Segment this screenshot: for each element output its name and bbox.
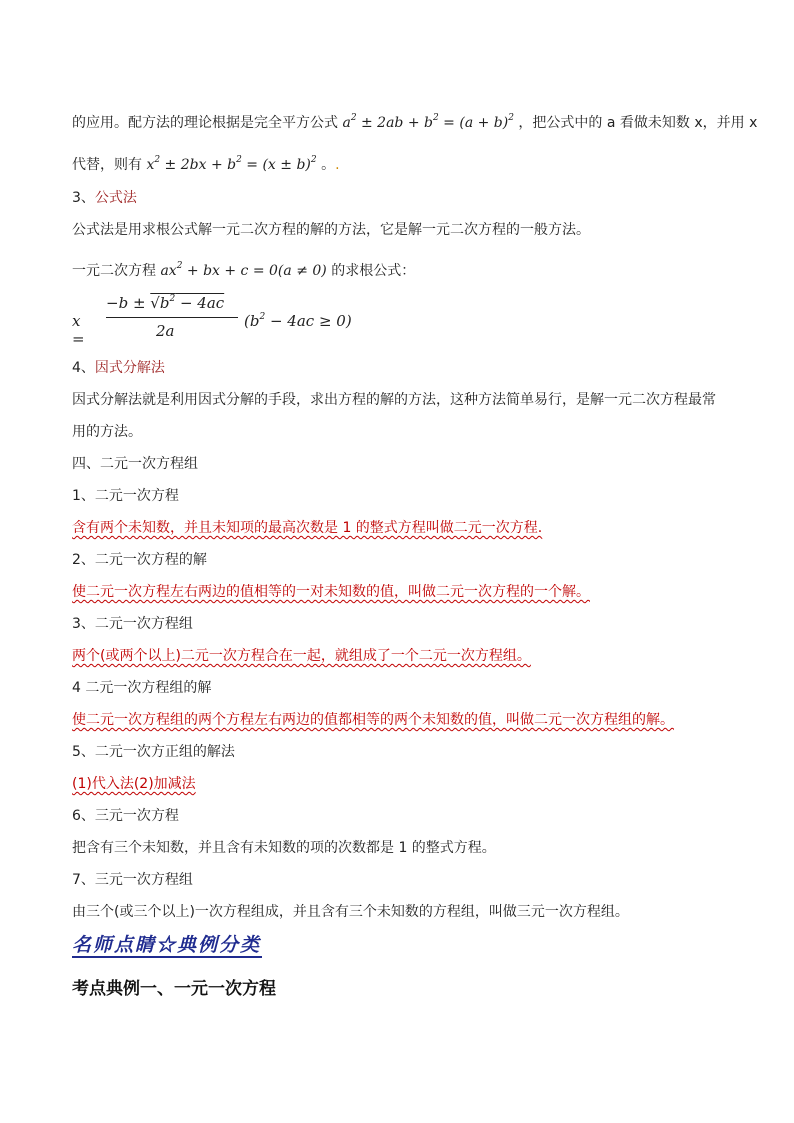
paragraph-factorization-1: 因式分解法就是利用因式分解的手段，求出方程的解的方法，这种方法简单易行，是解一元二次方程最常 [72, 392, 716, 408]
subheading-7: 7、三元一次方程组 [72, 872, 193, 888]
substitution-formula: $x^2 \pm 2bx + b^2 = (x \pm b)^2$ [146, 155, 317, 173]
subheading-3: 3、二元一次方程组 [72, 616, 193, 632]
subheading-2: 2、二元一次方程的解 [72, 552, 207, 568]
subheading-5: 5、二元一次方正组的解法 [72, 744, 235, 760]
subheading-4: 4 二元一次方程组的解 [72, 680, 212, 696]
definition-6: 把含有三个未知数，并且含有未知数的项的次数都是 1 的整式方程。 [72, 840, 496, 856]
definition-2: 使二元一次方程左右两边的值相等的一对未知数的值，叫做二元一次方程的一个解。 [72, 584, 590, 600]
paragraph-factorization-2: 用的方法。 [72, 424, 142, 440]
subheading-formula-method: 3、公式法 [72, 190, 137, 206]
definition-5: (1)代入法(2)加减法 [72, 776, 196, 792]
paragraph-formula-method: 公式法是用求根公式解一元二次方程的解的方法，它是解一元二次方程的一般方法。 [72, 222, 590, 238]
paragraph-line-2: 代替，则有 $x^2 \pm 2bx + b^2 = (x \pm b)^2$ 。. [72, 155, 340, 173]
fraction-bar [106, 317, 238, 318]
subheading-1: 1、二元一次方程 [72, 488, 179, 504]
banner-title: 名师点睛☆典例分类 [72, 934, 262, 956]
paragraph-root-formula-intro: 一元二次方程 $ax^2$ + bx + c = 0(a ≠ 0) 的求根公式： [72, 261, 416, 279]
definition-1: 含有两个未知数，并且未知项的最高次数是 1 的整式方程叫做二元一次方程. [72, 520, 543, 536]
subheading-6: 6、三元一次方程 [72, 808, 179, 824]
document-page: 的应用。配方法的理论根据是完全平方公式 $a^2 \pm 2ab + b^2 = (a + b)^2$ ，把公式中的 a 看做未知数 x，并用 x 代替，则有 $x^2 \pm 2bx + b^2 = (x \pm b)^2$ 。. 3、公式法 公式法是用求根公式解一元二次方程的解的方法，它是解一元二次方程的一般方法。 一元二次方程 $ax^2$ + bx + c = 0(a ≠ 0) 的求根公式： x = $-b \pm √b^2 - 4ac$ 2a $(b^2 - 4ac \ge 0)$ 4、因式分解法 因式分解法就是利用因式分解的手段，求出方程的解的方法，这种方法简单易行，是解一元二次方程最常 用的方法。 四、二元一次方程组 1、二元一次方程 含有两个未知数，并且未知项的最高次数是 1 的整式方程叫做二元一次方程. 2、二元一次方程的解 使二元一次方程左右两边的值相等的一对未知数的值，叫做二元一次方程的一个解。 3、二元一次方程组 两个(或两个以上)二元一次方程合在一起，就组成了一个二元一次方程组。 4 二元一次方程组的解 使二元一次方程组的两个方程左右两边的值都相等的两个未知数的值，叫做二元一次方程组的解。 5、二元一次方正组的解法 (1)代入法(2)加减法 6、三元一次方程 把含有三个未知数，并且含有未知数的项的次数都是 1 的整式方程。 7、三元一次方程组 由三个(或三个以上)一次方程组成，并且含有三个未知数的方程组，叫做三元一次方程组。 名师点睛☆典例分类 考点典例一、一元一次方程 [0, 0, 794, 1123]
perfect-square-formula: $a^2 \pm 2ab + b^2 = (a + b)^2$ [342, 113, 514, 131]
subheading-factorization: 4、因式分解法 [72, 360, 165, 376]
example-section-heading: 考点典例一、一元一次方程 [72, 979, 276, 999]
section-title-linear-system: 四、二元一次方程组 [72, 456, 198, 472]
definition-3: 两个(或两个以上)二元一次方程合在一起，就组成了一个二元一次方程组。 [72, 648, 531, 664]
definition-7: 由三个(或三个以上)一次方程组成，并且含有三个未知数的方程组，叫做三元一次方程组。 [72, 904, 629, 920]
definition-4: 使二元一次方程组的两个方程左右两边的值都相等的两个未知数的值，叫做二元一次方程组的解。 [72, 712, 674, 728]
quadratic-general-form: $ax^2$ + bx + c = 0(a ≠ 0) [160, 261, 327, 279]
banner-underline [72, 956, 262, 958]
paragraph-line-1: 的应用。配方法的理论根据是完全平方公式 $a^2 \pm 2ab + b^2 = (a + b)^2$ ，把公式中的 a 看做未知数 x，并用 x [72, 113, 758, 131]
